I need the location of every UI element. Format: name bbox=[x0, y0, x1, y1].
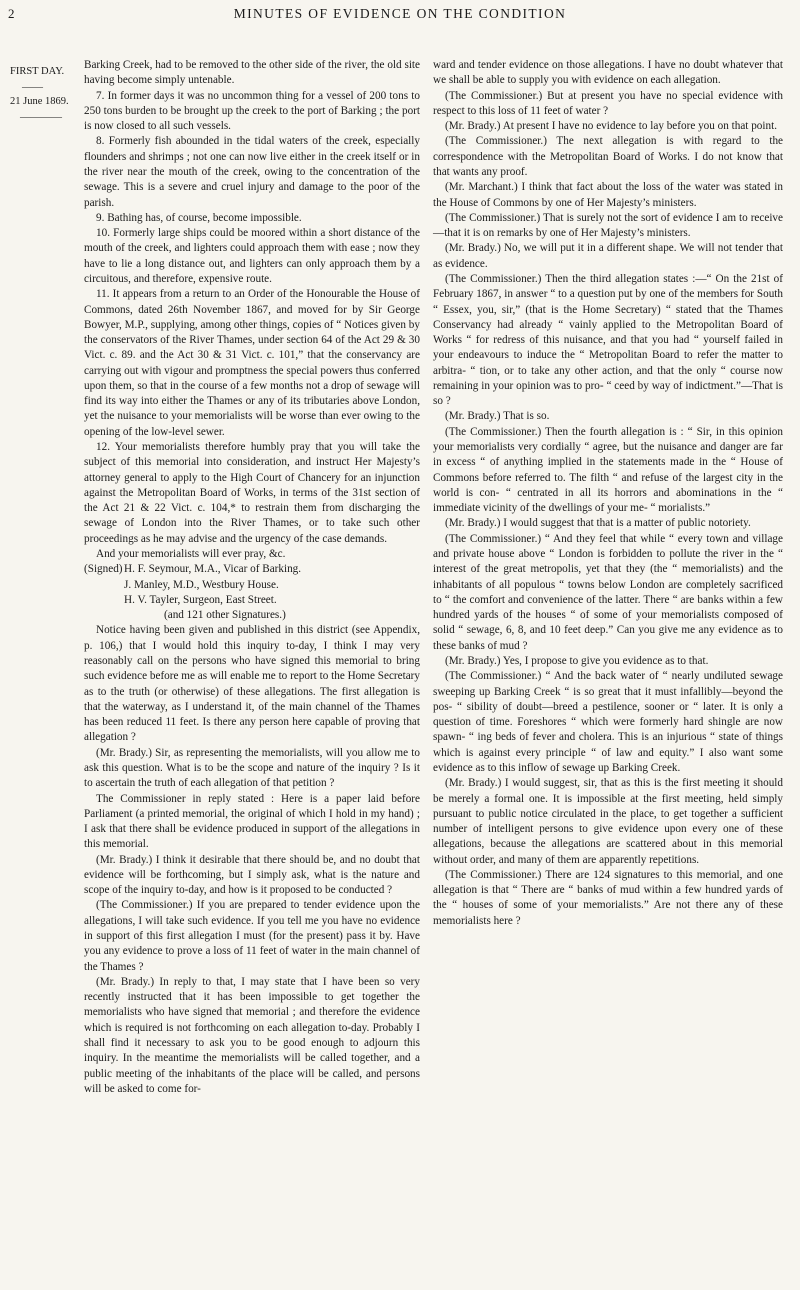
paragraph: (Mr. Brady.) I would suggest, sir, that as this is the first meeting it should be merely a formal one. It is impossible at the first meeting, held simply pursuant to public notice circulated in the place, to get together a sufficient number of intelligent persons to give evidence upon every one of these allegations, because the allegations are scattered about in this memorial without order, and many of them are apparently repetitions. bbox=[433, 777, 783, 866]
paragraph: (The Commissioner.) If you are prepared to tender evidence upon the allegations, I will take such evidence. If you tell me you have no evidence in support of this first allegation I must (for the present) pass it by. Have you any evidence to prove a loss of 11 feet of water in the main channel of the Thames ? bbox=[84, 899, 420, 973]
paragraph: Barking Creek, had to be removed to the other side of the river, the old site having become simply untenable. bbox=[84, 59, 420, 87]
paragraph: ward and tender evidence on those allegations. I have no doubt whatever that we shall be able to supply you with evidence on each allegation. bbox=[433, 59, 783, 87]
paragraph: (Mr. Brady.) Yes, I propose to give you evidence as to that. bbox=[445, 654, 709, 667]
paragraph: The Commissioner in reply stated : Here is a paper laid before Parliament (a printed memorial, the original of which I hold in my hand) ; I ask that there shall be evidence produced in support of the allegations in this memorial. bbox=[84, 792, 420, 851]
right-column bbox=[433, 58, 783, 929]
paragraph: (Mr. Brady.) No, we will put it in a different shape. We will not tender that as evidence. bbox=[433, 242, 783, 270]
paragraph: 11. It appears from a return to an Order of the Honourable the House of Commons, dated 26th November 1867, and moved for by Sir George Bowyer, M.P., supplying, among other things, copies of “ Notices given by the conservators of the River Thames, under section 64 of the Act 29 & 30 Vict. c. 89. and the Act 30 & 31 Vict. c. 101,” that the conservancy are carrying out with vigour and promptness the special powers thus conferred upon them, so that in the course of a few months not a drop of sewage will find its way into either the Thames or any of its tributaries above London, yet the nuisance to your memorialists will be worse than ever owing to the opening of the low-level sewer. bbox=[84, 288, 420, 438]
paragraph: 10. Formerly large ships could be moored within a short distance of the mouth of the creek, and lighters could approach them with ease ; now they have to lie a long distance out, and lighters can only approach them by a circuitous, and therefore, expensive route. bbox=[84, 227, 420, 285]
paragraph: 12. Your memorialists therefore humbly pray that you will take the subject of this memorial into consideration, and instruct Her Majesty’s attorney general to apply to the High Court of Chancery for an injunction against the Metropolitan Board of Works, in terms of the 31st section of the Act 21 & 22 Vict. c. 104,* to restrain them from discharging the sewage of London into the River Thames, or to take such other proceedings as he may advise and the urgency of the case demands. bbox=[84, 441, 420, 545]
signature-block bbox=[84, 562, 420, 623]
paragraph: (The Commissioner.) “ And the back water of “ nearly undiluted sewage sweeping up Barking Creek “ is so great that it must infallibly—beyond the pos- “ sibility of doubt—breed a pestilence, sooner or “ later. It is only a question of time. Foreshores “ which were formerly hard shingle are now spawn- “ ing beds of fever and cholera. This is an injurious “ state of things which is against every principle “ of law and equity.” I also want some evidence as to this inflow of sewage up Barking Creek. bbox=[433, 670, 783, 774]
page-number: 2 bbox=[8, 6, 15, 21]
signed-label: (Signed) bbox=[84, 563, 123, 576]
paragraph: 7. In former days it was no uncommon thing for a vessel of 200 tons to 250 tons burden to be brought up the creek to the port of Barking ; the port is now closed to all such vessels. bbox=[84, 89, 420, 133]
margin-dash-2: ———— bbox=[20, 112, 62, 123]
paragraph: And your memorialists will ever pray, &c. bbox=[96, 548, 286, 560]
margin-day: FIRST DAY. bbox=[10, 66, 65, 77]
left-column bbox=[84, 58, 420, 1097]
paragraph: (The Commissioner.) “ And they feel that while “ every town and village and private house above “ London is forbidden to pollute the river in the “ interest of the great metropolis, yet that they (the “ memorialists) and the inhabitants of all populous “ towns below London are completely sacrificed to “ the comfort and convenience of the latter. There “ are banks within a few hundred yards of the houses “ of some of your memorialists composed of solid “ sewage, 6, 8, and 10 feet deep.” Can you give me any evidence as to these banks of mud ? bbox=[433, 532, 783, 652]
paragraph: (The Commissioner.) Then the fourth allegation is : “ Sir, in this opinion your memorialists very cordially “ agree, but the nuisance and danger are far in excess “ of anything implied in the statements made in the “ House of Commons before referred to. The filth “ and refuse of the largest city in the world is con- “ centrated in all its horrors and abominations in the “ immediate vicinity of the dwellings of your me- “ morialists.” bbox=[433, 425, 783, 515]
paragraph: 8. Formerly fish abounded in the tidal waters of the creek, especially flounders and shrimps ; not one can now live either in the creek itself or in the river near the mouth of the creek, owing to the concentration of the sewage. This is a severe and cruel injury and damage to the poor of the parish. bbox=[84, 135, 420, 209]
paragraph: Notice having been given and published in this district (see Appendix, p. 106,) that I would hold this inquiry to-day, I think I may very reasonably call on the persons who have signed this memorial to bring such evidence before me as will enable me to report to the Home Secretary as to the truth (or otherwise) of these allegations. The first allegation is that the waterway, as I understand it, of the main channel of the Thames has been reduced 11 feet. Is there any person here capable of proving that allegation ? bbox=[84, 624, 420, 744]
margin-date: 21 June 1869. bbox=[10, 96, 69, 107]
signature-line: (and 121 other Signatures.) bbox=[164, 609, 286, 622]
paragraph: (The Commissioner.) The next allegation is with regard to the correspondence with the Metropolitan Board of Works. I do not know that that wants any proof. bbox=[433, 135, 783, 178]
page-header bbox=[0, 4, 800, 24]
paragraph: (Mr. Brady.) At present I have no evidence to lay before you on that point. bbox=[445, 120, 778, 133]
paragraph: (The Commissioner.) There are 124 signatures to this memorial, and one allegation is that “ There are “ banks of mud within a few hundred yards of the “ houses of some of your memorialists.” Are not there any of these memorialists here ? bbox=[433, 868, 783, 927]
paragraph: (Mr. Brady.) I would suggest that that is a matter of public notoriety. bbox=[445, 517, 751, 530]
paragraph: (Mr. Marchant.) I think that fact about the loss of the water was stated in the House of Commons by one of Her Majesty’s ministers. bbox=[433, 181, 783, 209]
paragraph: (The Commissioner.) That is surely not the sort of evidence I am to receive—that it is on remarks by one of Her Majesty’s ministers. bbox=[433, 211, 783, 240]
signature-line: J. Manley, M.D., Westbury House. bbox=[124, 578, 279, 591]
margin-dash-1: —— bbox=[22, 82, 43, 93]
paragraph: (Mr. Brady.) Sir, as representing the memorialists, will you allow me to ask this question. What is to be the scope and nature of the inquiry ? Is it to ascertain the truth of each allegation of that petition ? bbox=[84, 746, 420, 790]
paragraph: (Mr. Brady.) I think it desirable that there should be, and no doubt that evidence will be forthcoming, but I simply ask, what is the nature and scope of the inquiry to-day, and how is it proposed to be conducted ? bbox=[84, 853, 420, 897]
paragraph: (The Commissioner.) But at present you have no special evidence with respect to this loss of 11 feet of water ? bbox=[433, 89, 783, 117]
paragraph: (The Commissioner.) Then the third allegation states :—“ On the 21st of February 1867, in answer “ to a question put by one of the members for South “ Essex, you, sir,” (that is the Home Secretary) “ stated that the Thames Conservancy had already “ vainly applied to the Metropolitan Board of Works “ for redress of this nuisance, and that you had “ yourself failed in your endeavours to induce the “ Metropolitan Board to refer the matter to arbitra- “ tion, or to take any other action, and that the only “ course now remaining in your opinion was to pro- “ ceed by way of indictment.”—That is so ? bbox=[433, 272, 783, 408]
paragraph: (Mr. Brady.) That is so. bbox=[445, 410, 550, 423]
signature-line: H. V. Tayler, Surgeon, East Street. bbox=[124, 593, 277, 606]
running-title: MINUTES OF EVIDENCE ON THE CONDITION bbox=[233, 6, 567, 21]
signature-line: H. F. Seymour, M.A., Vicar of Barking. bbox=[124, 563, 302, 576]
paragraph: (Mr. Brady.) In reply to that, I may state that I have been so very recently instructed that it has been impossible to get together the memorialists who have signed that memorial ; and therefore the evidence which is required is not forthcoming on each allegation to-day. Probably I shall find it necessary to ask you to be good enough to adjourn this inquiry. In the meantime the memorialists will be called together, and a public meeting of the inhabitants of the place will be called, and persons will be asked to come for- bbox=[84, 975, 420, 1095]
paragraph: 9. Bathing has, of course, become impossible. bbox=[96, 211, 302, 224]
